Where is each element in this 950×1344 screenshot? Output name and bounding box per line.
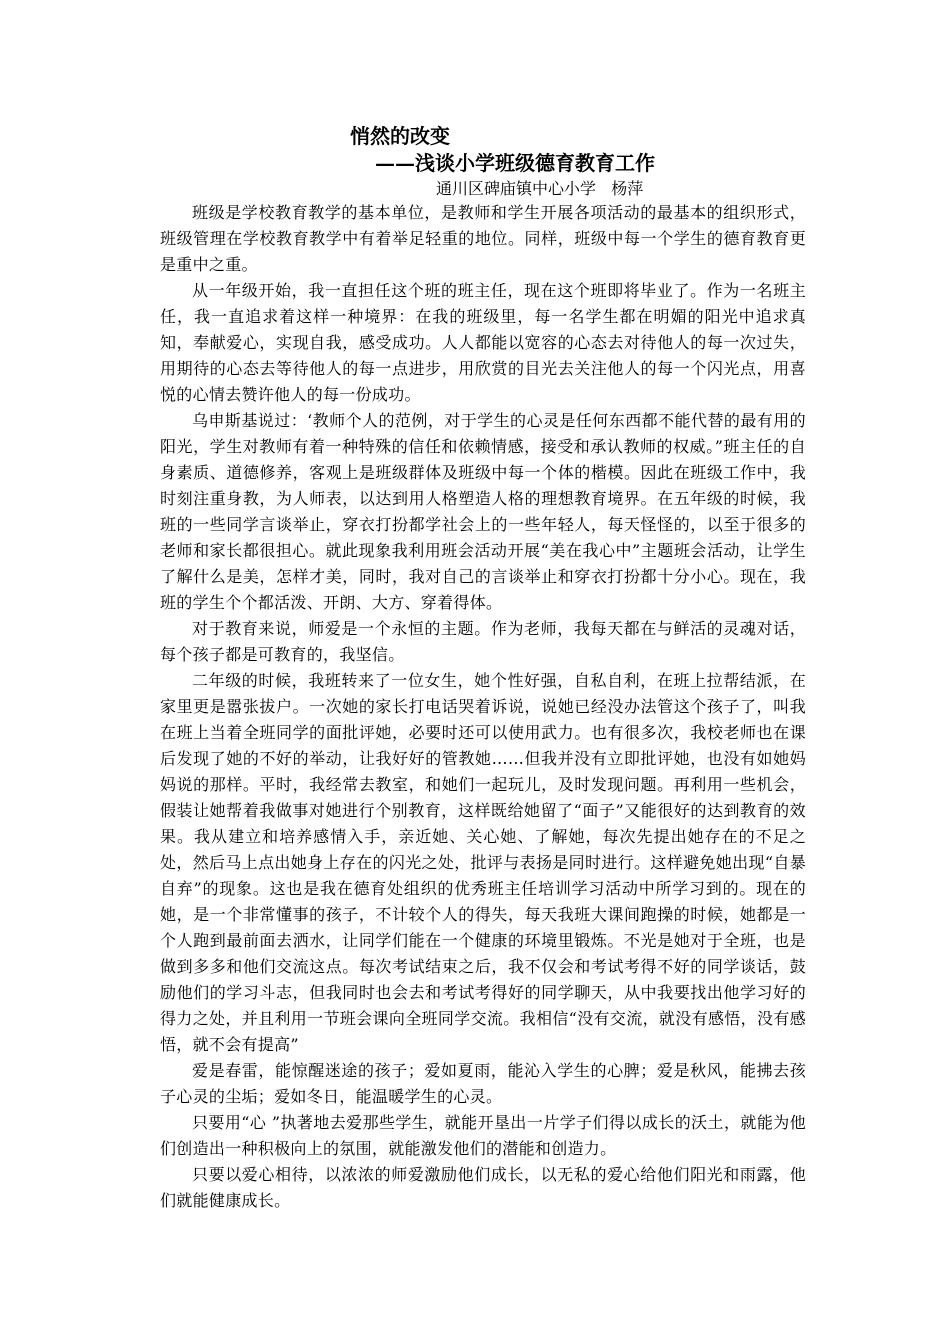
paragraph-7: 只要用“心 ”执著地去爱那些学生，就能开垦出一片学子们得以成长的沃土，就能为他们创造出一种积极向上的氛围，就能激发他们的潜能和创造力。 xyxy=(160,1113,806,1158)
paragraph-8: 只要以爱心相待，以浓浓的师爱激励他们成长，以无私的爱心给他们阳光和雨露，他们就能健康成长。 xyxy=(160,1165,806,1210)
document-body xyxy=(160,200,806,1214)
paragraph-2: 从一年级开始，我一直担任这个班的班主任，现在这个班即将毕业了。作为一名班主任，我一直追求着这样一种境界：在我的班级里，每一名学生都在明媚的阳光中追求真知，奉献爱心，实现自我，感受成功。人人都能以宽容的心态去对待他人的每一次过失，用期待的心态去等待他人的每一点进步，用欣赏的目光去关注他人的每一个闪光点，用喜悦的心情去赞许他人的每一份成功。 xyxy=(160,281,806,404)
paragraph-5: 二年级的时候，我班转来了一位女生，她个性好强，自私自利，在班上拉帮结派，在家里更是嚣张拔户。一次她的家长打电话哭着诉说，说她已经没办法管这个孩子了，叫我在班上当着全班同学的面批评她，必要时还可以使用武力。也有很多次，我校老师也在课后发现了她的不好的举动，让我好好的管教她……但我并没有立即批评她，也没有如她妈妈说的那样。平时，我经常去教室，和她们一起玩儿，及时发现问题。再利用一些机会，假装让她帮着我做事对她进行个别教育，这样既给她留了“面子”又能很好的达到教育的效果。我从建立和培养感情入手，亲近她、关心她、了解她，每次先提出她存在的不足之处，然后马上点出她身上存在的闪光之处，批评与表扬是同时进行。这样避免她出现“自暴自弃”的现象。这也是我在德育处组织的优秀班主任培训学习活动中所学习到的。现在的她，是一个非常懂事的孩子，不计较个人的得失，每天我班大课间跑操的时候，她都是一个人跑到最前面去洒水，让同学们能在一个健康的环境里锻炼。不光是她对于全班，也是做到多多和他们交流这点。每次考试结束之后，我不仅会和考试考得不好的同学谈话，鼓励他们的学习斗志，但我同时也会去和考试考得好的同学聊天，从中我要找出他学习好的得力之处，并且利用一节班会课向全班同学交流。我相信“没有交流，就没有感悟，没有感悟，就不会有提高” xyxy=(160,671,806,1054)
document-title: 悄然的改变 xyxy=(350,124,450,148)
document-subtitle: ——浅谈小学班级德育教育工作 xyxy=(375,151,655,175)
author-line: 通川区碑庙镇中心小学 杨萍 xyxy=(436,179,644,198)
paragraph-4: 对于教育来说，师爱是一个永恒的主题。作为老师，我每天都在与鲜活的灵魂对话，每个孩子都是可教育的，我坚信。 xyxy=(160,619,806,664)
paragraph-3: 乌申斯基说过：‘教师个人的范例，对于学生的心灵是任何东西都不能代替的最有用的阳光，学生对教师有着一种特殊的信任和依赖情感，接受和承认教师的权威。”班主任的自身素质、道德修养，客观上是班级群体及班级中每一个体的楷模。因此在班级工作中，我时刻注重身教，为人师表，以达到用人格塑造人格的理想教育境界。在五年级的时候，我班的一些同学言谈举止，穿衣打扮都学社会上的一些年轻人，每天怪怪的，以至于很多的老师和家长都很担心。就此现象我利用班会活动开展“美在我心中”主题班会活动，让学生了解什么是美，怎样才美，同时，我对自己的言谈举止和穿衣打扮都十分小心。现在，我班的学生个个都活泼、开朗、大方、穿着得体。 xyxy=(160,411,806,612)
paragraph-6: 爱是春雷，能惊醒迷途的孩子；爱如夏雨，能沁入学生的心脾；爱是秋风，能拂去孩子心灵的尘垢；爱如冬日，能温暖学生的心灵。 xyxy=(160,1061,806,1106)
paragraph-1: 班级是学校教育教学的基本单位，是教师和学生开展各项活动的最基本的组织形式，班级管理在学校教育教学中有着举足轻重的地位。同样，班级中每一个学生的德育教育更是重中之重。 xyxy=(160,203,806,274)
